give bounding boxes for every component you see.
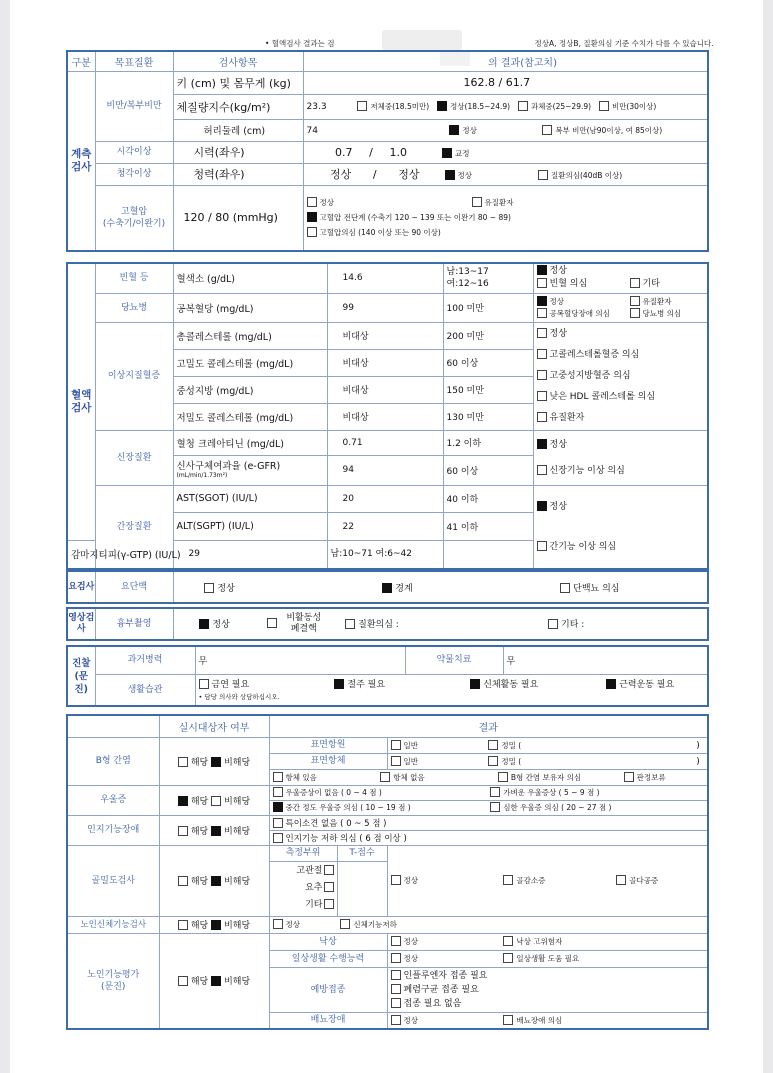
daily-checkbox-help xyxy=(503,953,513,963)
hearing-right: 정상 xyxy=(398,168,420,181)
lipid-label: 고밀도 콜레스테롤 (mg/dL) xyxy=(173,349,327,376)
cognitive-checkbox-no xyxy=(211,826,221,836)
lipid-value: 비대상 xyxy=(327,376,443,403)
ggt-label: 감마지티피(γ-GTP) (IU/L) xyxy=(67,541,95,569)
elder-phys-checkbox-normal xyxy=(273,919,283,929)
bp-checkbox-pre xyxy=(307,212,317,222)
lipid-label: 중성지방 (mg/dL) xyxy=(173,376,327,403)
section-measure: 계측검사 xyxy=(67,71,95,251)
medication-value: 무 xyxy=(503,646,708,674)
cat-dyslipidemia: 이상지질혈증 xyxy=(95,322,173,430)
cat-hearing: 청각이상 xyxy=(95,163,173,185)
header-result: 결과 xyxy=(269,715,708,737)
bone-label: 골밀도검사 xyxy=(67,845,159,916)
bone-checkbox-normal xyxy=(391,875,401,885)
dep-checkbox-mild xyxy=(490,787,500,797)
hb-checkbox-anemia xyxy=(537,278,547,288)
cognitive-label: 인지기능장애 xyxy=(67,815,159,845)
xray-checkbox-other xyxy=(548,619,558,629)
cat-chest-xray: 흉부촬영 xyxy=(95,608,173,640)
daily-checkbox-normal xyxy=(391,953,401,963)
bmi-label: 체질량지수(kg/m²) xyxy=(173,94,303,119)
bone-t-header: T-점수 xyxy=(337,845,387,861)
hepb-checkbox-positive xyxy=(273,772,283,782)
extra-table: 실시대상자 여부 결과 B형 간염 해당 비해당 표면항원 일반 정밀 ( ) 표면항체 일반 정밀 ( ) 항체 있음 항체 없음 B형 간염 보유자 의심 판정보류 우울증 해당 비해당 우울증상이 없음 ( 0 ~ 4 점 ) 가벼운 우울증상 ( 5 ~ 9 점 ) 중간 정도 우울증 의심 ( 10 ~ 19 점 ) 심한 우울증 의심 ( 20 ~ 27 점 ) 인지기능장애 해당 비해당 특이소견 없음 ( 0 ~ 5 점 ) 인지기능 저하 의심 ( 6 점 이상 ) 골밀도검사 해당 비해당 측정부위 T-점수 정상 골감소증 골다공증 고관절 요추 기타 노인신체기능검사 해당 비해당 정상 신체기능저하 노인기능평가 (문진) 해당 비해당 낙상 정상 낙상 고위험자 일상생활 수행능력 정상 일상생활 도움 필요 예방접종 인플루엔자 접종 필요 폐렴구균 접종 필요 접종 필요 없음 배뇨장애 정상 배뇨장애 의심 xyxy=(66,714,709,1030)
hb-label: 혈색소 (g/dL) xyxy=(173,263,327,293)
ggt-ref: 남:10~71 여:6~42 xyxy=(327,541,443,569)
cat-kidney: 신장질환 xyxy=(95,430,173,485)
hb-ref: 남:13~17 여:12~16 xyxy=(443,263,533,293)
lipid-value: 비대상 xyxy=(327,403,443,430)
cog-checkbox-suspect xyxy=(273,833,283,843)
habit-checkbox-alcohol xyxy=(334,679,344,689)
vision-checkbox-corrected xyxy=(442,148,452,158)
bmi-value: 23.3 xyxy=(306,102,327,112)
lipid-checkbox-chol xyxy=(537,349,547,359)
antibody-checkbox-detail xyxy=(488,756,498,766)
ast-value: 20 xyxy=(327,485,443,513)
header-item: 검사항목 xyxy=(173,51,303,71)
vacc-checkbox-pneumo xyxy=(391,984,401,994)
hearing-checkbox-suspect xyxy=(538,170,548,180)
elder-function-label: 노인기능평가 (문진) xyxy=(67,933,159,1029)
lipid-label: 총콜레스테롤 (mg/dL) xyxy=(173,322,327,349)
vision-left: 0.7 xyxy=(335,145,353,159)
gfr-ref: 60 이상 xyxy=(443,455,533,485)
hepb-checkbox-carrier xyxy=(498,772,508,782)
depression-label: 우울증 xyxy=(67,785,159,815)
elder-func-checkbox-no xyxy=(211,976,221,986)
dep-checkbox-none xyxy=(273,787,283,797)
xray-checkbox-tb xyxy=(267,618,277,628)
medication-label: 약물치료 xyxy=(405,646,503,674)
gfr-unit: (mL/min/1.73m²) xyxy=(176,472,228,480)
lipid-checkbox-normal xyxy=(537,328,547,338)
bone-site-checkbox xyxy=(324,865,334,875)
section-consult: 진찰(문진) xyxy=(67,646,95,706)
bone-checkbox-osteoporosis xyxy=(616,875,626,885)
hepb-label: B형 간염 xyxy=(67,737,159,785)
glucose-checkbox-ifg xyxy=(537,308,547,318)
section-urine: 요검사 xyxy=(67,571,95,603)
hb-value: 14.6 xyxy=(327,263,443,293)
glucose-value: 99 xyxy=(327,293,443,322)
hb-checkbox-normal xyxy=(537,265,547,275)
checkup-page xyxy=(10,0,763,1073)
header-target: 목표질환 xyxy=(95,51,173,71)
bone-checkbox-yes xyxy=(178,876,188,886)
dep-checkbox-moderate xyxy=(273,802,283,812)
gfr-label: 신사구체여과율 (e-GFR) xyxy=(176,461,281,473)
depression-checkbox-no xyxy=(211,796,221,806)
bmi-checkbox-normal xyxy=(437,101,447,111)
lipid-checkbox-patient xyxy=(537,412,547,422)
fall-checkbox-risk xyxy=(503,936,513,946)
cog-checkbox-normal xyxy=(273,818,283,828)
fall-checkbox-normal xyxy=(391,936,401,946)
hepb-checkbox-no xyxy=(211,757,221,767)
vision-right: 1.0 xyxy=(389,145,407,159)
glucose-checkbox-dm xyxy=(630,308,640,318)
height-weight-label: 키 (cm) 및 몸무게 (kg) xyxy=(173,71,303,94)
hb-checkbox-other xyxy=(630,278,640,288)
height-weight-value: 162.8 / 61.7 xyxy=(303,71,708,94)
urine-checkbox-normal xyxy=(204,583,214,593)
antigen-checkbox-detail xyxy=(488,740,498,750)
waist-value: 74 xyxy=(306,125,318,136)
bmi-checkbox-over xyxy=(518,101,528,111)
cat-anemia: 빈혈 등 xyxy=(95,263,173,293)
bone-checkbox-no xyxy=(211,876,221,886)
lipid-checkbox-hdl xyxy=(537,391,547,401)
hearing-left: 정상 xyxy=(330,168,352,181)
hepb-checkbox-negative xyxy=(380,772,390,782)
waist-checkbox-normal xyxy=(449,125,459,135)
elder-physical-label: 노인신체기능검사 xyxy=(67,916,159,933)
alt-value: 22 xyxy=(327,513,443,541)
liver-checkbox-normal xyxy=(537,501,547,511)
bmi-checkbox-obese xyxy=(599,101,609,111)
elder-func-checkbox-yes xyxy=(178,976,188,986)
dep-checkbox-severe xyxy=(490,802,500,812)
header-target: 실시대상자 여부 xyxy=(159,715,269,737)
urination-label: 배뇨장애 xyxy=(269,1012,387,1029)
creatinine-value: 0.71 xyxy=(327,430,443,455)
lipid-ref: 130 미만 xyxy=(443,403,533,430)
blood-table: 혈액검사 빈혈 등 혈색소 (g/dL) 14.6 남:13~17 여:12~16 정상 빈혈 의심 기타 당뇨병 공복혈당 (mg/dL) 99 100 미만 정상 유질환자 공복혈당장애 의심 당뇨병 의심 이상지질혈증 총콜레스테롤 (mg/dL) 비대상 200 미만 정상 고콜레스테롤혈증 의심 고중성지방혈증 의심 낮은 HDL 콜레스테롤 의심 유질환자 고밀도 콜레스테롤 (mg/dL) 비대상 60 이상 중성지방 (mg/dL) 비대상 150 미만 저밀도 콜레스테롤 (mg/dL) 비대상 130 미만 신장질환 혈청 크레아티닌 (mg/dL) 0.71 1.2 이하 정상 신장기능 이상 의심 신사구체여과율 (e-GFR) (mL/min/1.73m²) 94 60 이상 간장질환 AST(SGOT) (IU/L) 20 40 이하 정상 간기능 이상 의심 ALT(SGPT) (IU/L) 22 41 이하 감마지티피(γ-GTP) (IU/L) 29 남:10~71 여:6~42 xyxy=(66,262,709,570)
history-value: 무 xyxy=(195,646,405,674)
hearing-label: 청력(좌우) xyxy=(173,163,303,185)
urin-checkbox-normal xyxy=(391,1015,401,1025)
habit-label: 생활습관 xyxy=(95,674,195,706)
bp-checkbox-patient xyxy=(472,197,482,207)
depression-checkbox-yes xyxy=(178,796,188,806)
hearing-checkbox-normal xyxy=(445,170,455,180)
ast-label: AST(SGOT) (IU/L) xyxy=(173,485,327,513)
consult-table: 진찰(문진) 과거병력 무 약물치료 무 생활습관 금연 필요 절주 필요 신체활동 필요 근력운동 필요 • 담당 의사와 상담하십시오. xyxy=(66,645,709,707)
history-label: 과거병력 xyxy=(95,646,195,674)
kidney-checkbox-normal xyxy=(537,439,547,449)
habit-checkbox-smoking xyxy=(199,679,209,689)
hepb-antibody-label: 표면항체 xyxy=(269,753,387,769)
lipid-ref: 150 미만 xyxy=(443,376,533,403)
cat-diabetes: 당뇨병 xyxy=(95,293,173,322)
bp-value: 120 / 80 (mmHg) xyxy=(173,185,303,251)
ggt-value: 29 xyxy=(173,541,327,569)
xray-checkbox-normal xyxy=(199,619,209,629)
lipid-ref: 200 미만 xyxy=(443,322,533,349)
lipid-value: 비대상 xyxy=(327,349,443,376)
glucose-checkbox-normal xyxy=(537,296,547,306)
glucose-checkbox-patient xyxy=(630,296,640,306)
urin-checkbox-suspect xyxy=(503,1015,513,1025)
creatinine-ref: 1.2 이하 xyxy=(443,430,533,455)
lipid-checkbox-tg xyxy=(537,370,547,380)
redacted-area xyxy=(382,30,462,50)
lipid-ref: 60 이상 xyxy=(443,349,533,376)
bone-site-other: 기타 xyxy=(305,900,323,910)
habit-checkbox-activity xyxy=(470,679,480,689)
bp-checkbox-normal xyxy=(307,197,317,207)
bone-site-hip: 고관절 xyxy=(296,866,323,876)
urine-checkbox-suspect xyxy=(560,583,570,593)
liver-checkbox-suspect xyxy=(537,541,547,551)
vacc-checkbox-flu xyxy=(391,970,401,980)
bone-checkbox-osteopenia xyxy=(503,875,513,885)
vision-label: 시력(좌우) xyxy=(173,141,303,163)
waist-checkbox-obese xyxy=(542,125,552,135)
fall-label: 낙상 xyxy=(269,933,387,950)
imaging-table: 영상검사 흉부촬영 정상 비활동성 폐결핵 질환의심 : 기타 : xyxy=(66,607,709,641)
bp-checkbox-suspect xyxy=(307,227,317,237)
antigen-checkbox-general xyxy=(391,740,401,750)
bone-site-header: 측정부위 xyxy=(269,845,337,861)
notice-text: • 혈액검사 결과는 검 정상A, 정상B, 질환의심 기준 수치가 다를 수 있습니다. xyxy=(265,39,714,48)
vacc-checkbox-none xyxy=(391,998,401,1008)
habit-note: • 담당 의사와 상담하십시오. xyxy=(198,692,280,701)
ast-ref: 40 이하 xyxy=(443,485,533,513)
antibody-checkbox-general xyxy=(391,756,401,766)
alt-ref: 41 이하 xyxy=(443,513,533,541)
header-div: 구분 xyxy=(67,51,95,71)
hepb-antigen-label: 표면항원 xyxy=(269,737,387,753)
urine-checkbox-border xyxy=(382,583,392,593)
hepb-checkbox-pending xyxy=(624,772,634,782)
bone-site-spine: 요추 xyxy=(305,883,323,893)
cat-obesity: 비만/복부비만 xyxy=(95,71,173,141)
glucose-ref: 100 미만 xyxy=(443,293,533,322)
elder-phys-checkbox-decline xyxy=(340,919,350,929)
cat-vision: 시각이상 xyxy=(95,141,173,163)
section-blood: 혈액검사 xyxy=(67,263,95,541)
waist-label: 허리둘레 (cm) xyxy=(173,119,303,141)
alt-label: ALT(SGPT) (IU/L) xyxy=(173,513,327,541)
section-imaging: 영상검사 xyxy=(67,608,95,640)
urine-table: 요검사 요단백 정상 경계 단백뇨 의심 xyxy=(66,570,709,604)
cognitive-checkbox-yes xyxy=(178,826,188,836)
cat-liver: 간장질환 xyxy=(95,485,173,569)
daily-living-label: 일상생활 수행능력 xyxy=(269,950,387,967)
bone-site-checkbox xyxy=(324,882,334,892)
header-result: 의 결과(참고치) xyxy=(303,51,708,71)
lipid-value: 비대상 xyxy=(327,322,443,349)
habit-checkbox-strength xyxy=(606,679,616,689)
lipid-label: 저밀도 콜레스테롤 (mg/dL) xyxy=(173,403,327,430)
measurement-table: 구분 목표질환 검사항목 의 결과(참고치) 계측검사 비만/복부비만 키 (cm) 및 몸무게 (kg) 162.8 / 61.7 체질량지수(kg/m²) 23.3 저체중(18.5미만) 정상(18.5~24.9) 과체중(25~29.9) 비만(30이상) 허리둘레 (cm) 74 정상 복부 비만(남90이상, 여 85이상) 시각이상 시력(좌우) 0.7 / 1.0 교정 청각이상 청력(좌우) 정상 / 정상 정상 질환의심(40dB 이상) 고혈압 (수축기/이완기) 120 / 80 (mmHg) 정상 유질환자 고혈압 전단계 (수축기 120 ~ 139 또는 이완기 80 ~ 89) 고혈압의심 (140 이상 또는 90 이상) xyxy=(66,50,709,252)
bone-site-checkbox xyxy=(324,899,334,909)
xray-checkbox-suspect xyxy=(345,619,355,629)
vaccination-label: 예방접종 xyxy=(269,967,387,1012)
cat-hypertension: 고혈압 (수축기/이완기) xyxy=(95,185,173,251)
glucose-label: 공복혈당 (mg/dL) xyxy=(173,293,327,322)
creatinine-label: 혈청 크레아티닌 (mg/dL) xyxy=(173,430,327,455)
kidney-checkbox-suspect xyxy=(537,465,547,475)
elder-phys-checkbox-no xyxy=(211,920,221,930)
elder-phys-checkbox-yes xyxy=(178,920,188,930)
bmi-checkbox-under xyxy=(357,101,367,111)
hepb-checkbox-yes xyxy=(178,757,188,767)
gfr-value: 94 xyxy=(327,455,443,485)
cat-urine-protein: 요단백 xyxy=(95,571,173,603)
